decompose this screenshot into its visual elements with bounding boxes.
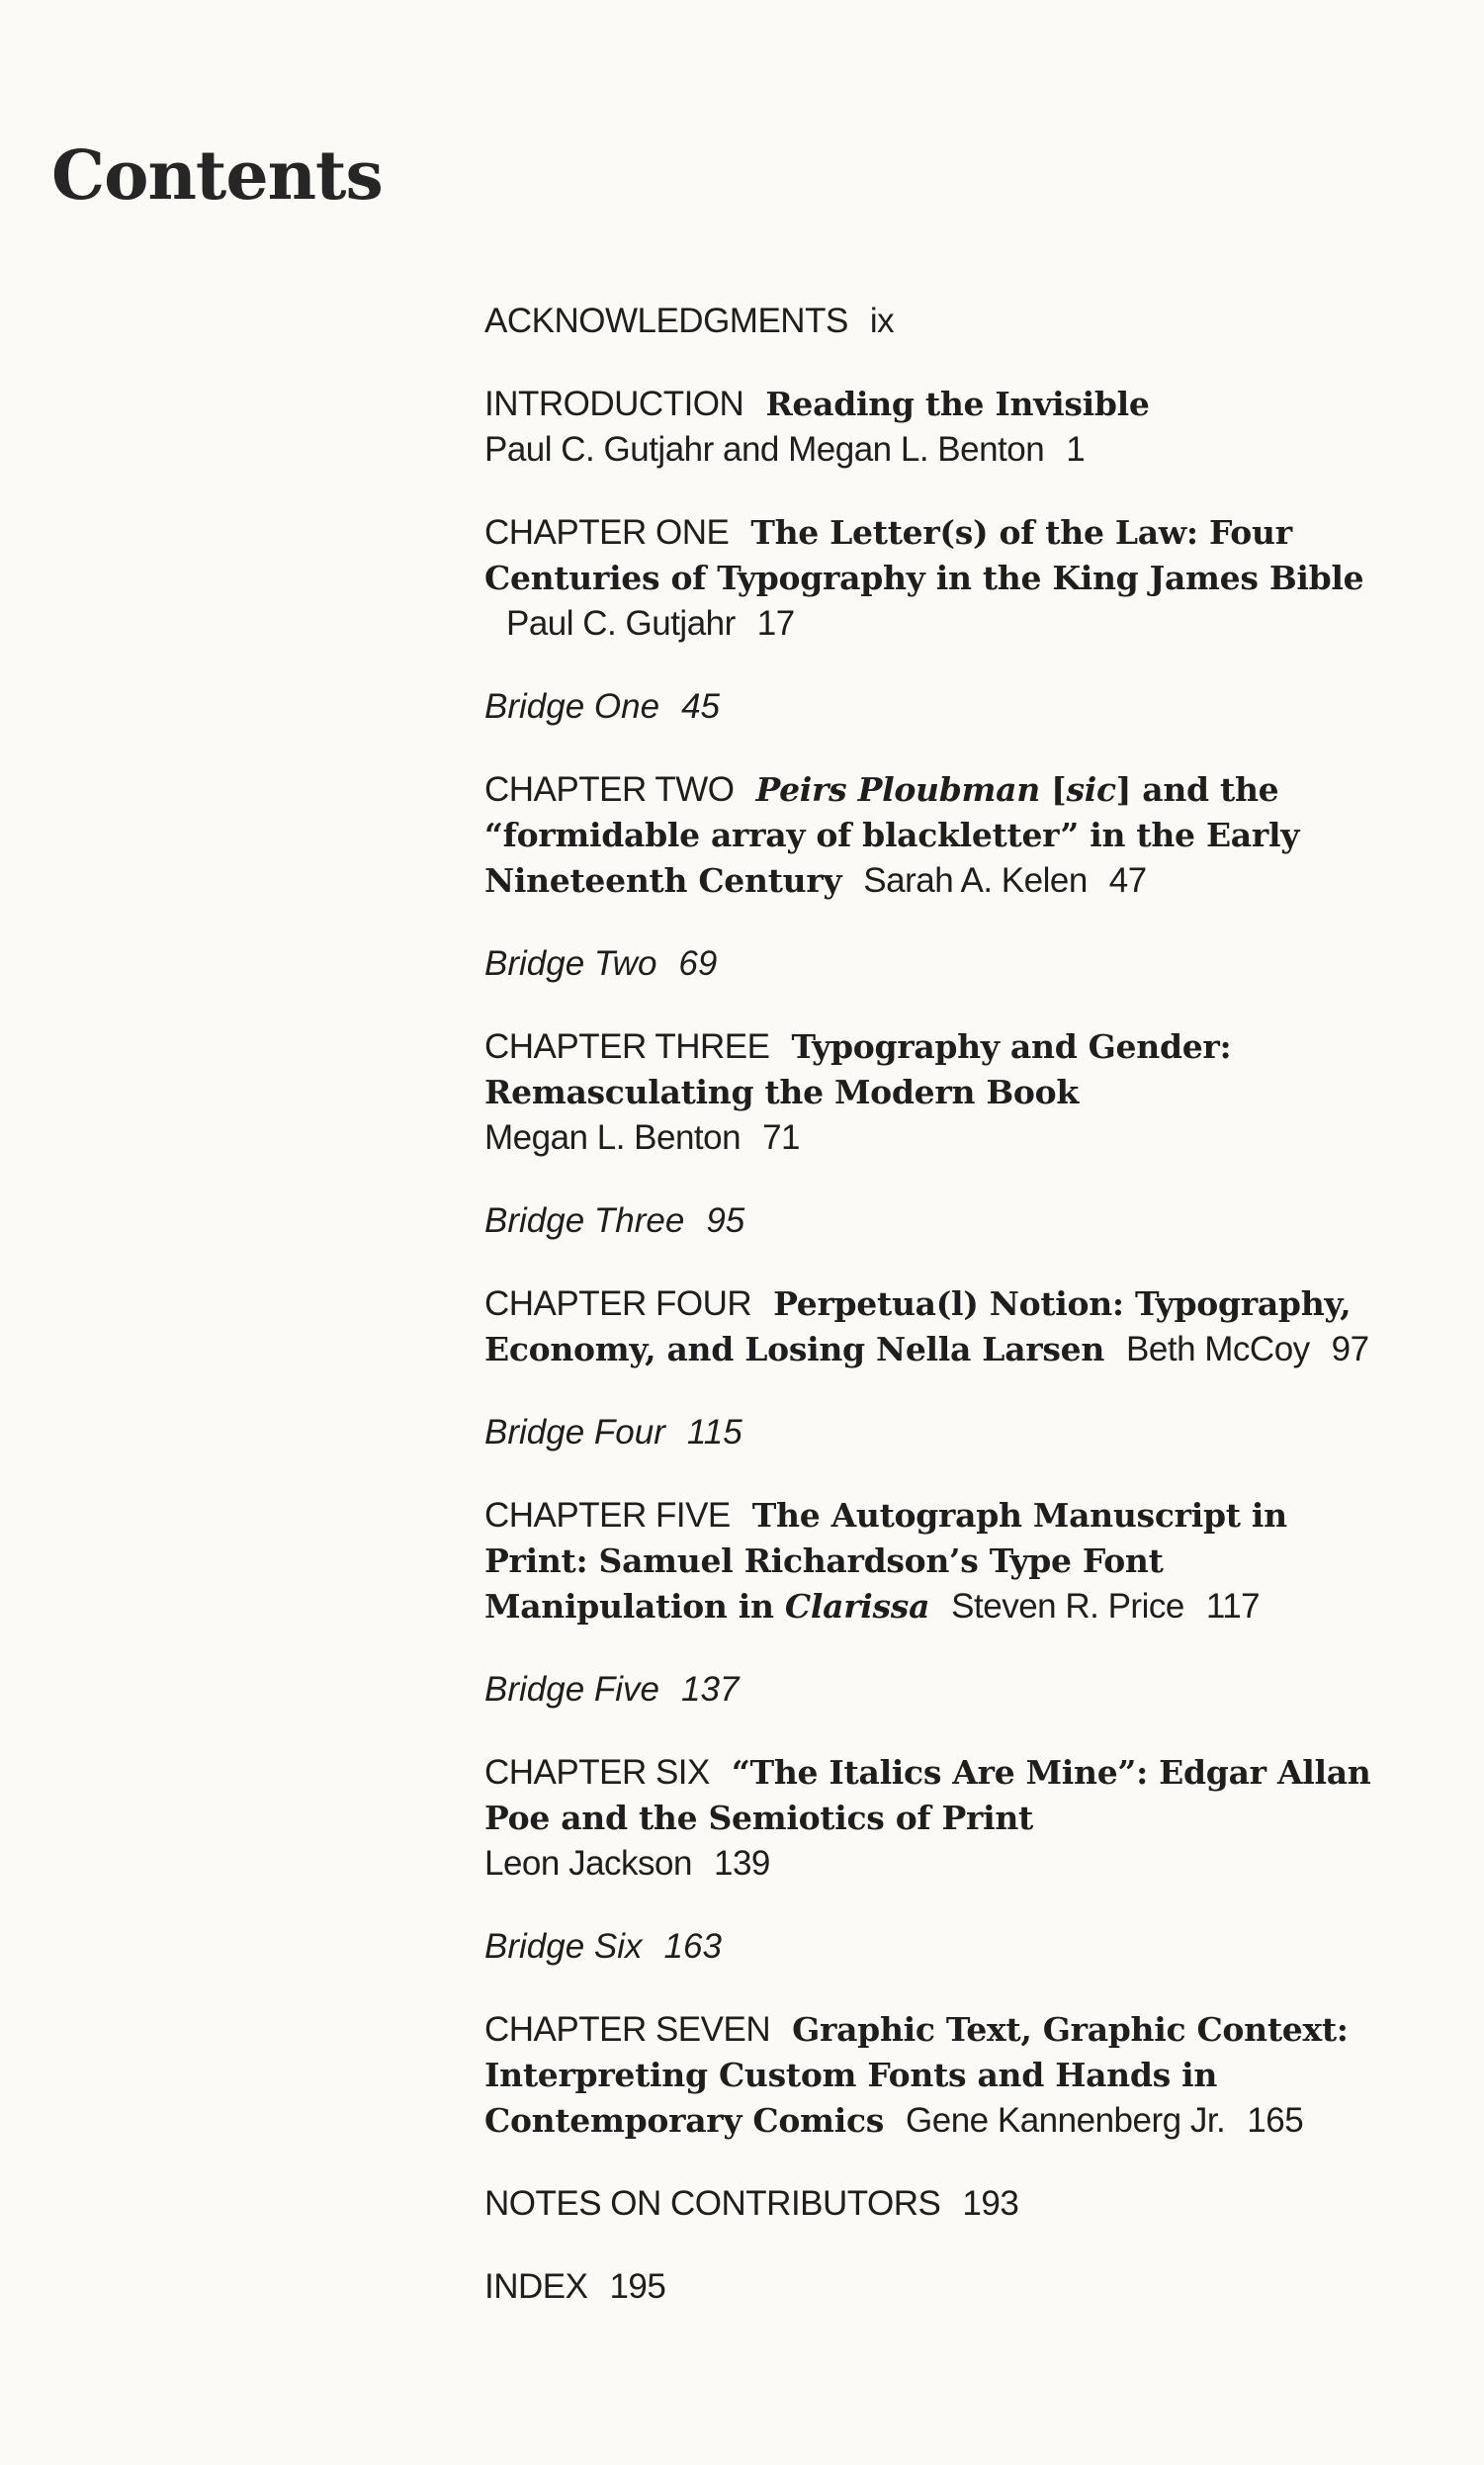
entry-label: INDEX <box>484 2267 588 2306</box>
toc-entry-bridge-three[interactable] <box>484 1198 1374 1244</box>
page-number: 97 <box>1331 1330 1369 1368</box>
toc-entry-chapter-seven[interactable] <box>484 2007 1374 2144</box>
page-number: 115 <box>686 1413 742 1452</box>
entry-title-italic: Peirs Ploubman <box>755 770 1040 809</box>
entry-title: Perpetua(l) Notion: Typography, Economy, and Losing Nella Larsen <box>484 1284 1352 1368</box>
entry-title-rest: ] and the “formidable array of blackletter” in the Early Nineteenth Century <box>484 770 1300 900</box>
entry-title: Typography and Gender: Remasculating the Modern Book <box>484 1027 1232 1111</box>
toc-entry-acknowledgments[interactable] <box>484 299 1374 344</box>
toc-entry-bridge-one[interactable] <box>484 684 1374 730</box>
entry-label: NOTES ON CONTRIBUTORS <box>484 2184 941 2223</box>
bridge-label: Bridge Five <box>484 1670 660 1709</box>
toc-entry-bridge-five[interactable] <box>484 1667 1374 1713</box>
toc-entry-index[interactable] <box>484 2264 1374 2310</box>
toc-entry-introduction[interactable] <box>484 382 1374 473</box>
toc-entry-bridge-four[interactable] <box>484 1410 1374 1455</box>
entry-author: Megan L. Benton <box>484 1118 742 1157</box>
entry-label: CHAPTER SIX <box>484 1753 710 1792</box>
page-number: 137 <box>681 1670 740 1709</box>
entry-author: Beth McCoy <box>1126 1330 1310 1368</box>
entry-author: Paul C. Gutjahr <box>506 604 736 643</box>
entry-title-main: The Autograph Manuscript in Print: Samuel Richardson’s Type Font Manipulation in <box>484 1496 1287 1626</box>
entry-author: Sarah A. Kelen <box>863 861 1088 900</box>
page-number: 165 <box>1247 2101 1304 2140</box>
entry-label: CHAPTER TWO <box>484 770 735 809</box>
entry-author: Gene Kannenberg Jr. <box>906 2101 1226 2140</box>
toc-entry-bridge-two[interactable] <box>484 941 1374 987</box>
bridge-label: Bridge Three <box>484 1201 685 1240</box>
page-number: 71 <box>762 1118 801 1157</box>
entry-title: The Letter(s) of the Law: Four Centuries of Typography in the King James Bible <box>484 513 1364 597</box>
page-number: 69 <box>678 944 718 983</box>
entry-label: CHAPTER FOUR <box>484 1284 752 1323</box>
toc-entry-chapter-five[interactable] <box>484 1493 1374 1629</box>
page-number: 47 <box>1108 861 1147 900</box>
entry-author: Paul C. Gutjahr and Megan L. Benton <box>484 430 1045 469</box>
entry-label: ACKNOWLEDGMENTS <box>484 302 848 340</box>
toc-entry-chapter-three[interactable] <box>484 1024 1374 1161</box>
toc-entry-bridge-six[interactable] <box>484 1924 1374 1970</box>
page-number: 1 <box>1066 430 1086 469</box>
page-number: 163 <box>663 1927 722 1966</box>
page-number: 45 <box>681 687 720 726</box>
entry-title: Graphic Text, Graphic Context: Interpreting Custom Fonts and Hands in Contemporary Comics <box>484 2010 1349 2140</box>
bridge-label: Bridge One <box>484 687 660 726</box>
bridge-label: Bridge Six <box>484 1927 643 1966</box>
entry-title: Reading the Invisible <box>765 385 1150 423</box>
entry-author: Leon Jackson <box>484 1844 692 1883</box>
bridge-label: Bridge Four <box>484 1413 665 1452</box>
entry-label: CHAPTER SEVEN <box>484 2010 771 2049</box>
entry-label: CHAPTER ONE <box>484 513 730 552</box>
page-number: ix <box>869 302 895 340</box>
table-of-contents <box>484 299 1374 2347</box>
page-number: 17 <box>756 604 795 643</box>
page-title: Contents <box>51 136 383 216</box>
page-number: 139 <box>713 1844 770 1883</box>
toc-entry-chapter-one[interactable] <box>484 510 1374 647</box>
entry-label: INTRODUCTION <box>484 385 744 423</box>
page-number: 193 <box>962 2184 1019 2223</box>
entry-label: CHAPTER THREE <box>484 1027 770 1066</box>
toc-entry-chapter-six[interactable] <box>484 1750 1374 1887</box>
entry-title-italic: Clarissa <box>784 1587 930 1626</box>
entry-title-bracket: [ <box>1051 770 1067 809</box>
toc-entry-notes-on-contributors[interactable] <box>484 2181 1374 2227</box>
page-number: 117 <box>1205 1587 1261 1626</box>
entry-title: “The Italics Are Mine”: Edgar Allan Poe and the Semiotics of Print <box>484 1753 1371 1837</box>
page-number: 195 <box>609 2267 666 2306</box>
bridge-label: Bridge Two <box>484 944 657 983</box>
entry-author: Steven R. Price <box>951 1587 1184 1626</box>
toc-entry-chapter-four[interactable] <box>484 1281 1374 1372</box>
entry-label: CHAPTER FIVE <box>484 1496 731 1535</box>
entry-title-sic: sic <box>1066 770 1116 809</box>
toc-entry-chapter-two[interactable] <box>484 767 1374 904</box>
page-number: 95 <box>706 1201 745 1240</box>
